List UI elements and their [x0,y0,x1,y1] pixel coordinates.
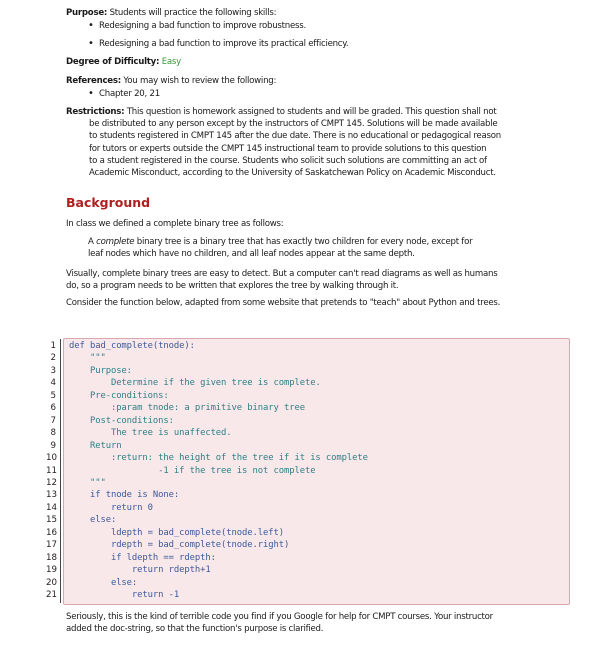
line-number: 5 [50,390,56,401]
quote-line: leaf nodes which have no children, and all leaf nodes appear at the same depth. [88,249,415,260]
code-line: ldepth = bad_complete(tnode.left) [69,527,284,538]
quote-emphasis: complete [96,237,135,248]
code-line: Post-conditions: [69,415,174,426]
line-number: 12 [46,477,58,488]
code-listing [63,338,570,605]
code-line: def bad_complete(tnode): [69,341,195,351]
references-section [66,75,566,100]
code-line: else: [69,515,117,526]
difficulty-value: Easy [161,57,181,67]
restrictions-line: for tutors or experts outside the CMPT 145 instructional team to provide solutions to this question [89,143,487,154]
line-number: 19 [46,565,58,576]
code-line: """ [69,477,106,488]
line-number: 9 [50,440,56,451]
code-line: :return: the height of the tree if it is complete [69,453,368,464]
line-number: 7 [50,415,56,426]
purpose-item: • Redesigning a bad function to improve its practical efficiency. [99,38,566,50]
purpose-list [66,20,566,50]
quote-line [88,236,566,248]
line-number: 2 [50,353,56,364]
quote-prefix: A [88,237,97,248]
code-line: -1 if the tree is not complete [69,465,316,476]
code-line: Return [69,440,122,451]
line-number: 16 [46,527,58,538]
code-line: Determine if the given tree is complete. [69,378,321,389]
code-line: else: [69,577,138,588]
references-list [66,88,566,100]
quote-rest: binary tree is a binary tree that has exactly two children for every node, except for [134,237,473,248]
background-paragraph [66,268,566,292]
line-number: 6 [50,403,56,414]
line-number: 20 [46,577,58,588]
code-line: Pre-conditions: [69,390,169,401]
code-line: if tnode is None: [69,490,180,501]
line-number: 13 [46,490,58,501]
line-number: 17 [46,540,58,551]
background-heading: Background [66,195,151,211]
code-line: return 0 [69,502,153,513]
restrictions-line: Academic Misconduct, according to the University of Saskatchewan Policy on Academic Misconduct. [89,168,496,179]
line-number: 8 [50,428,56,439]
code-line: return -1 [69,590,180,600]
code-line: """ [69,353,106,364]
paragraph-line: do, so a program needs to be written that explores the tree by walking through it. [66,281,399,292]
restrictions-label: Restrictions: [66,107,125,117]
code-line: The tree is unaffected. [69,428,232,439]
closing-paragraph [66,611,566,635]
definition-quote [66,236,566,260]
line-number: 11 [46,465,58,476]
restrictions-line: be distributed to any person except by the instructors of CMPT 145. Solutions will be made available [89,119,498,130]
code-line: if ldepth == rdepth: [69,552,216,563]
purpose-section [66,7,566,50]
code-line: Purpose: [69,365,132,376]
line-number: 14 [46,502,58,513]
references-item: • Chapter 20, 21 [99,88,566,100]
difficulty-label: Degree of Difficulty: [66,57,160,67]
purpose-text: Students will practice the following skills: [109,8,277,18]
consider-text: Consider the function below, adapted from some website that pretends to "teach" about Python and trees. [66,298,501,309]
line-number: 10 [46,453,58,464]
closing-line: added the doc-string, so that the function's purpose is clarified. [66,624,324,634]
code-line: rdepth = bad_complete(tnode.right) [69,540,290,551]
line-number: 21 [46,590,58,600]
code-line: return rdepth+1 [69,565,211,576]
purpose-label: Purpose: [66,8,108,18]
references-label: References: [66,76,121,86]
restrictions-line: to students registered in CMPT 145 after the due date. There is no educational or pedagogical reason [89,131,501,142]
closing-line: Seriously, this is the kind of terrible code you find if you Google for help for CMPT courses. Your instructor [66,612,493,622]
line-number: 18 [46,552,58,563]
restrictions-line: This question is homework assigned to students and will be graded. This question shall not [126,107,497,117]
line-number: 1 [50,341,56,351]
code-line: :param tnode: a primitive binary tree [69,403,305,414]
background-intro: In class we defined a complete binary tree as follows: [66,219,284,230]
purpose-item: • Redesigning a bad function to improve robustness. [99,20,566,32]
restrictions-section [66,106,566,179]
line-number: 4 [50,378,56,389]
assignment-header [66,7,566,315]
line-number: 15 [46,515,58,526]
line-number-divider [60,339,61,603]
references-text: You may wish to review the following: [123,76,277,86]
difficulty-section [66,56,566,68]
paragraph-line: Visually, complete binary trees are easy to detect. But a computer can't read diagrams as well as humans [66,269,498,280]
restrictions-line: to a student registered in the course. Students who solicit such solutions are committing an act of [89,155,487,166]
line-number: 3 [50,365,56,376]
